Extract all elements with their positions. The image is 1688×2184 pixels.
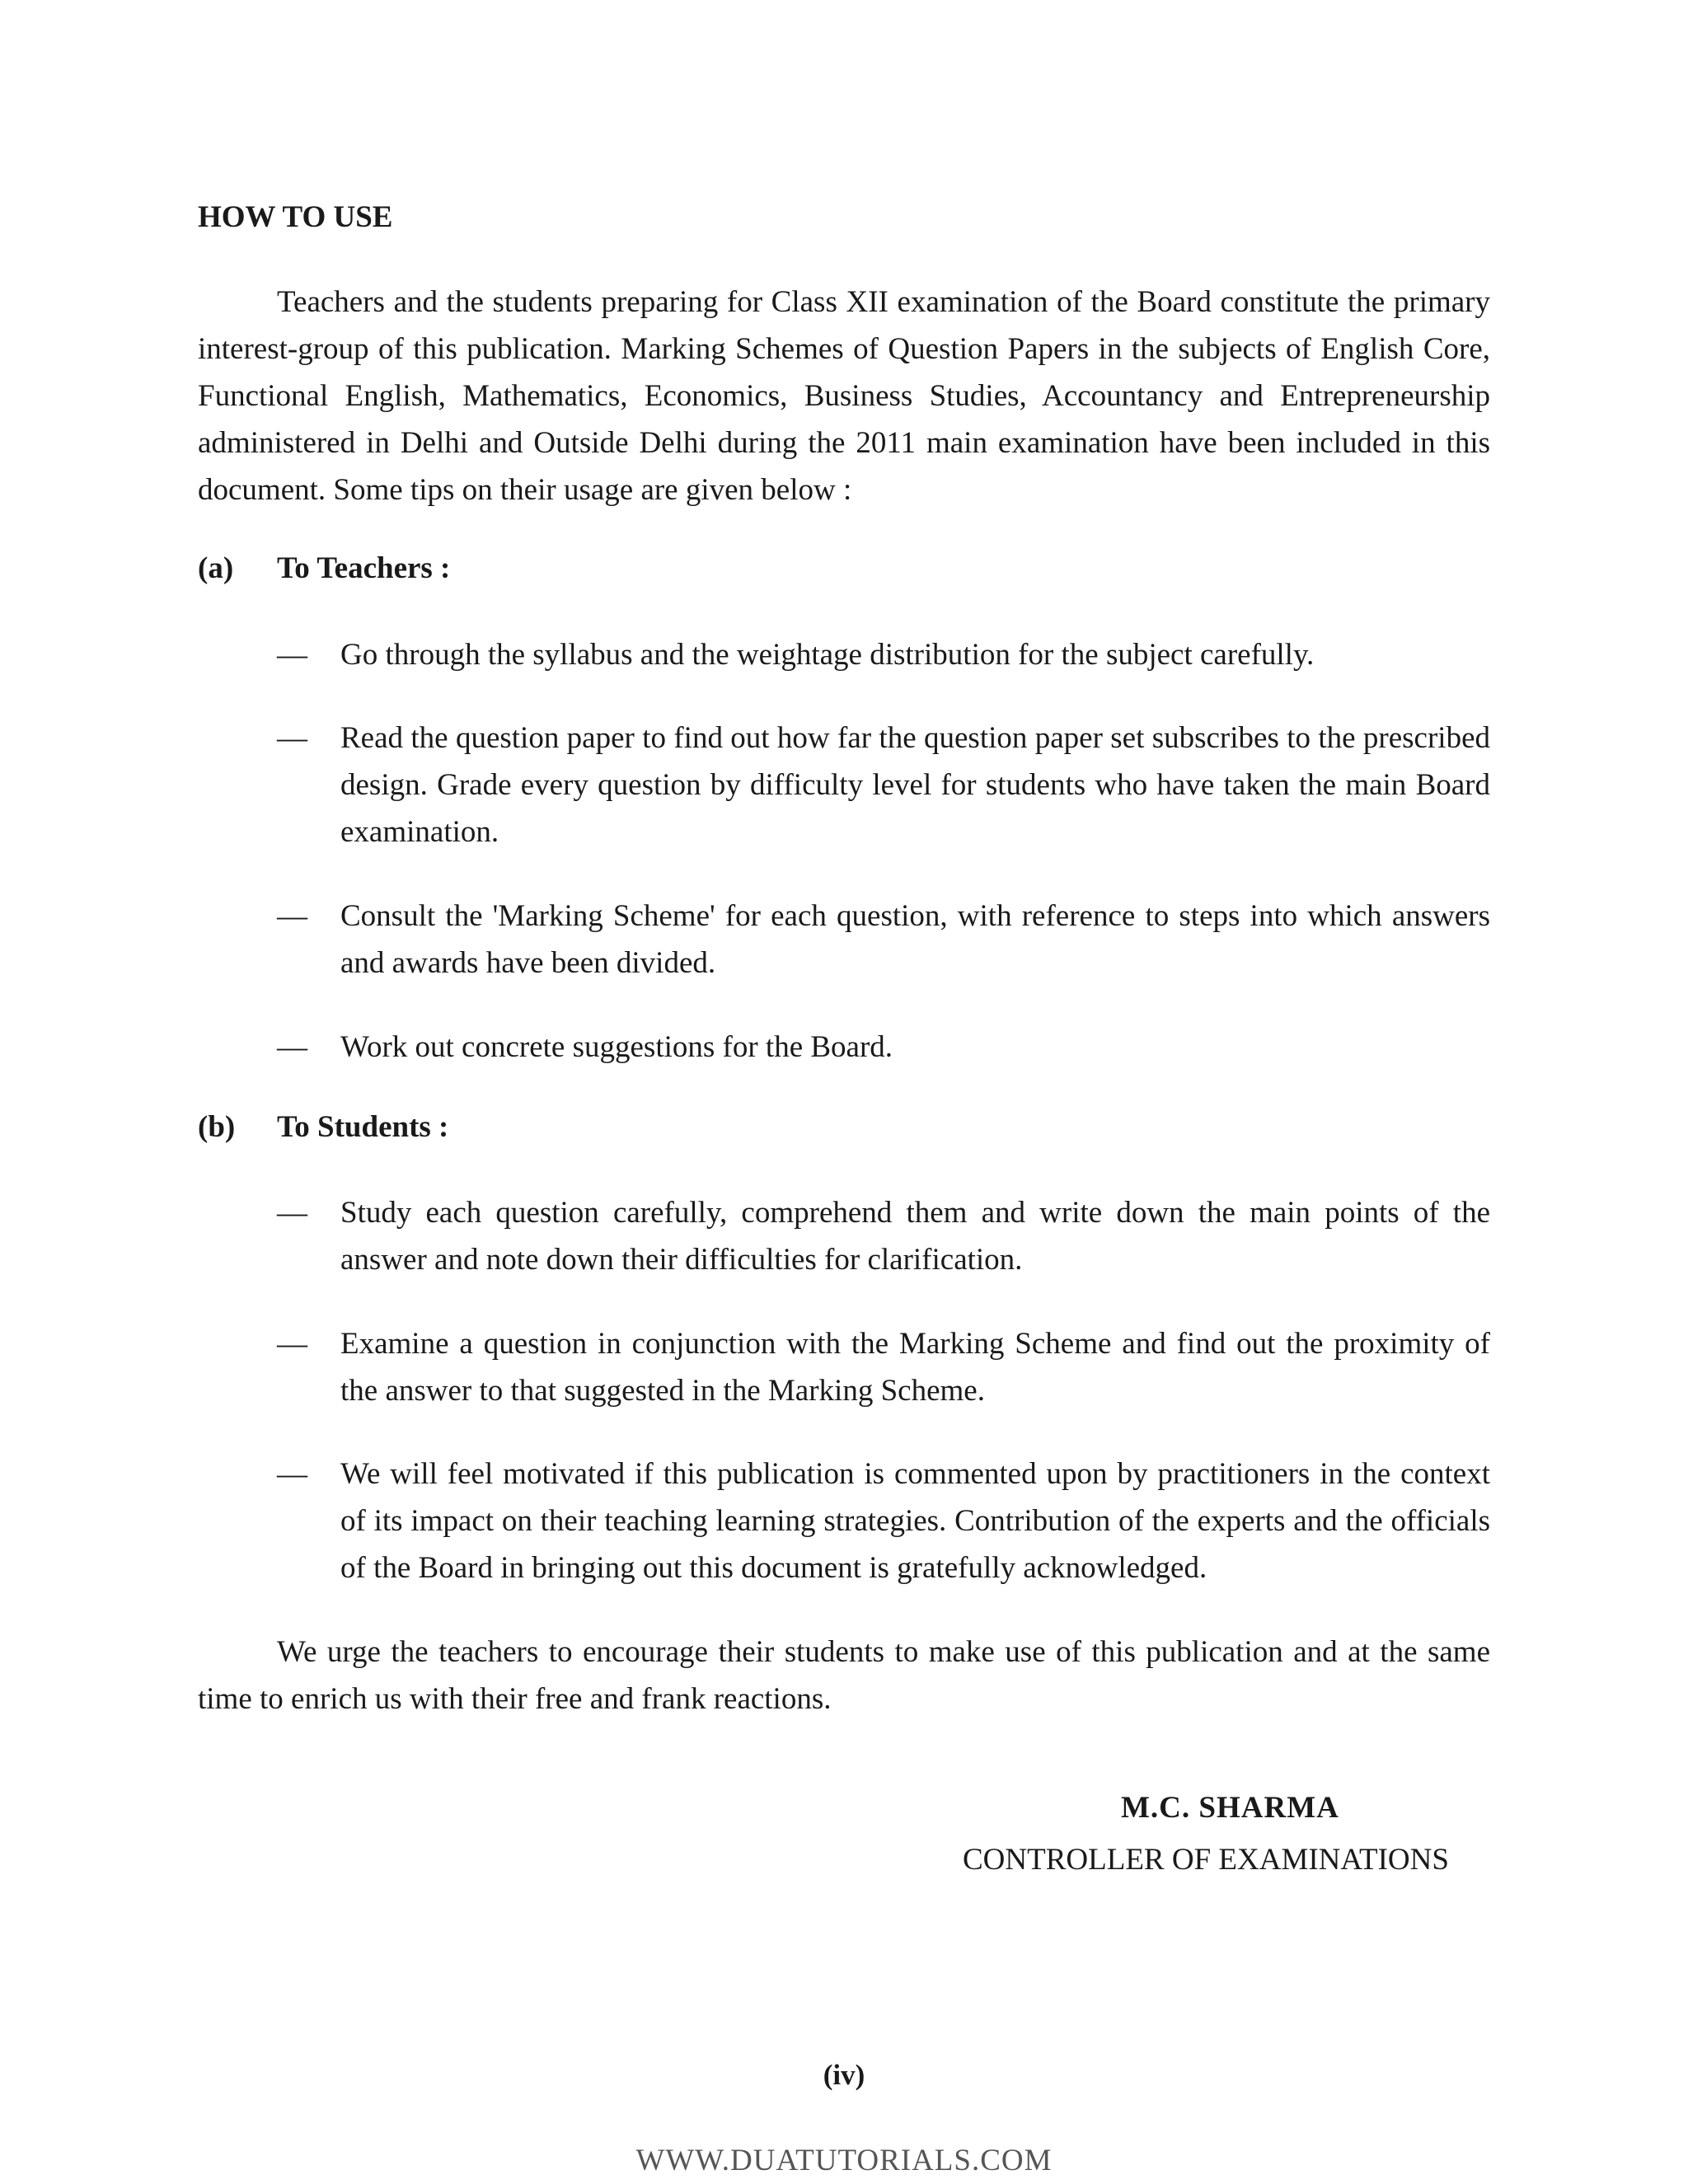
dash-bullet: —	[277, 1457, 307, 1491]
student-tip-text: Examine a question in conjunction with the Marking Scheme and find out the proximity of the answer to that suggested in the Marking Scheme.	[340, 1327, 1490, 1408]
dash-bullet: —	[277, 638, 307, 672]
dash-bullet: —	[277, 899, 307, 933]
teacher-tip-text: Read the question paper to find out how far the question paper set subscribes to the prescribed design. Grade every question by difficulty level for students who have taken the main Board examination.	[340, 721, 1490, 849]
footer-watermark-url: WWW.DUATUTORIALS.COM	[635, 2144, 1053, 2177]
student-tip-1	[277, 1189, 1490, 1283]
dash-bullet: —	[277, 1030, 307, 1064]
signatory-title: CONTROLLER OF EXAMINATIONS	[963, 1843, 1449, 1877]
student-tip-3	[277, 1451, 1490, 1591]
dash-bullet: —	[277, 721, 307, 755]
teacher-tip-text: Work out concrete suggestions for the Board.	[340, 1030, 893, 1064]
student-tip-2	[277, 1320, 1490, 1414]
teacher-tip-text: Go through the syllabus and the weightage distribution for the subject carefully.	[340, 638, 1315, 672]
signatory-name: M.C. SHARMA	[1121, 1791, 1339, 1825]
page-heading: HOW TO USE	[198, 200, 393, 234]
teacher-tip-1	[277, 631, 1490, 678]
section-a-letter: (a)	[198, 551, 234, 585]
teacher-tip-text: Consult the 'Marking Scheme' for each question, with reference to steps into which answers and awards have been divided.	[340, 899, 1490, 980]
closing-paragraph: We urge the teachers to encourage their students to make use of this publication and at the same time to enrich us with their free and frank reactions.	[198, 1635, 1490, 1716]
dash-bullet: —	[277, 1196, 307, 1230]
teacher-tip-3	[277, 893, 1490, 987]
intro-paragraph: Teachers and the students preparing for Class XII examination of the Board constitute the primary interest-group of this publication. Marking Schemes of Question Papers in the subjects of English Core, Functional English, Mathematics, Economics, Business Studies, Accountancy and Entrepreneurship administered in Delhi and Outside Delhi during the 2011 main examination have been included in this document. Some tips on their usage are given below :	[198, 285, 1490, 507]
student-tip-text: Study each question carefully, comprehend them and write down the main points of the answer and note down their difficulties for clarification.	[340, 1196, 1490, 1277]
teacher-tip-4	[277, 1024, 1490, 1071]
section-a-title: To Teachers :	[277, 551, 451, 585]
section-a-heading	[198, 549, 450, 588]
student-tip-text: We will feel motivated if this publication is commented upon by practitioners in the context of its impact on their teaching learning strategies. Contribution of the experts and the officials of the Board in bringing out this document is gratefully acknowledged.	[340, 1457, 1490, 1585]
section-b-title: To Students :	[277, 1110, 449, 1144]
dash-bullet: —	[277, 1327, 307, 1361]
section-b-heading	[198, 1108, 448, 1147]
section-b-letter: (b)	[198, 1110, 236, 1144]
page-number: (iv)	[823, 2059, 865, 2091]
teacher-tip-2	[277, 715, 1490, 855]
